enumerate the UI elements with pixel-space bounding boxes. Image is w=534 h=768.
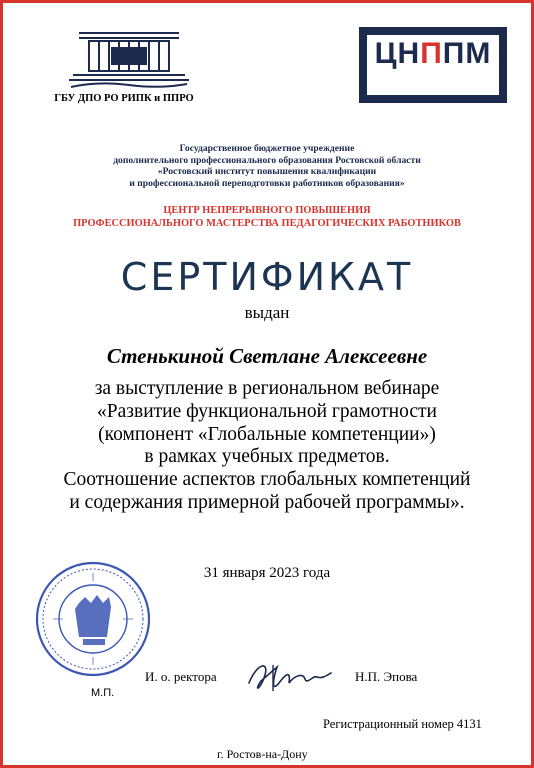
handwritten-signature-icon [243, 653, 335, 699]
signer-name: Н.П. Эпова [355, 669, 418, 684]
issued-label: выдан [244, 303, 290, 322]
org-line: и профессиональной переподготовки работников образования» [129, 177, 405, 189]
cnppm-logo-text-start: ЦН [374, 37, 421, 70]
cnppm-logo-text-end: ПМ [442, 37, 492, 70]
org-line: «Ростовский институт повышения квалификации [157, 166, 377, 178]
issue-date: 31 января 2023 года [203, 565, 331, 581]
reason-line: Соотношение аспектов глобальных компетенций [63, 469, 471, 491]
signer-position: И. о. ректора [145, 669, 217, 684]
institute-short-name: ГБУ ДПО РО РИПК и ППРО [54, 93, 194, 104]
issue-city: г. Ростов-на-Дону [217, 747, 308, 761]
center-line: ЦЕНТР НЕПРЕРЫВНОГО ПОВЫШЕНИЯ [163, 205, 371, 216]
stamp-place-label: М.П. [91, 687, 115, 699]
cnppm-logo [359, 27, 507, 103]
org-line: Государственное бюджетное учреждение [179, 143, 355, 154]
org-line: дополнительного профессионального образования Ростовской области [113, 154, 421, 166]
institute-building-logo [65, 27, 193, 91]
cnppm-logo-text-accent: П [420, 37, 443, 70]
organization-full-name [3, 143, 531, 189]
official-stamp-icon [33, 559, 153, 679]
certificate-title: СЕРТИФИКАТ [120, 255, 414, 299]
recipient-name: Стенькиной Светлане Алексеевне [106, 344, 428, 368]
center-name [3, 205, 531, 230]
reason-line: в рамках учебных предметов. [144, 446, 390, 468]
registration-number: Регистрационный номер 4131 [323, 717, 482, 731]
reason-line: за выступление в региональном вебинаре [94, 378, 440, 399]
reason-line: «Развитие функциональной грамотности [97, 400, 437, 422]
certificate-reason [3, 378, 531, 515]
reason-line: (компонент «Глобальные компетенции») [98, 423, 436, 445]
center-line: ПРОФЕССИОНАЛЬНОГО МАСТЕРСТВА ПЕДАГОГИЧЕСКИХ РАБОТНИКОВ [73, 217, 461, 229]
reason-line: и содержания примерной рабочей программы». [69, 491, 465, 513]
